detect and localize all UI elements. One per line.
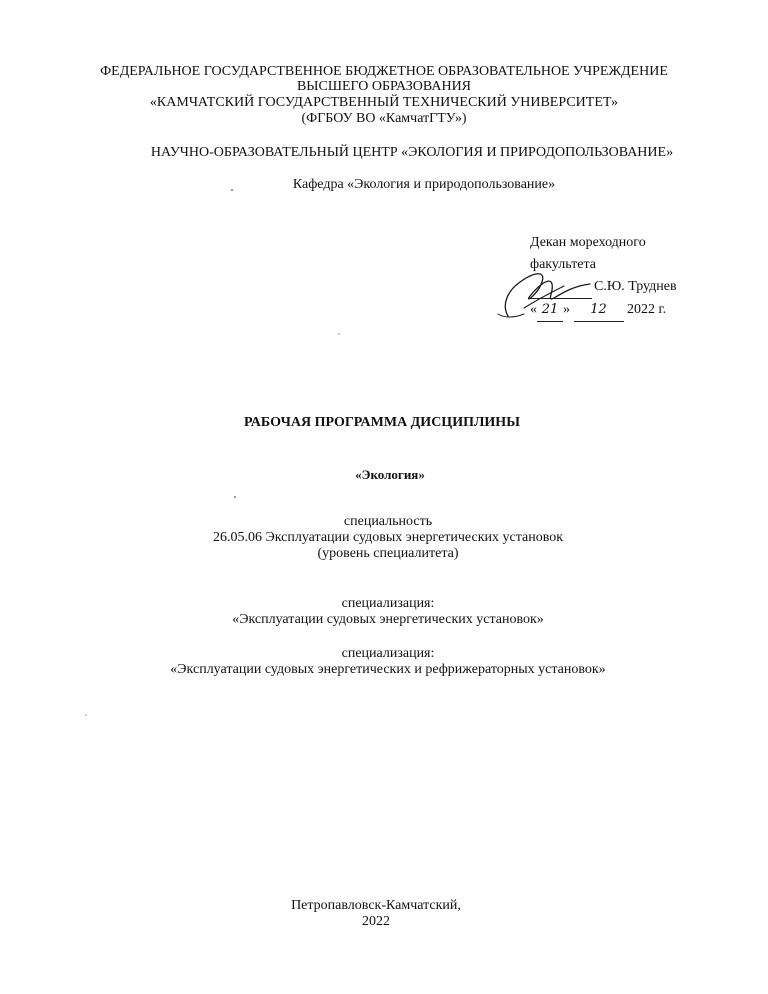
specialty-level: (уровень специалитета) [317, 546, 459, 561]
department-name: Кафедра «Экология и природопользование» [292, 177, 556, 192]
specialization-1-name: «Эксплуатации судовых энергетических установок» [232, 612, 544, 627]
specialty-name: 26.05.06 Эксплуатации судовых энергетических установок [212, 530, 564, 545]
approval-title-line-1: Декан мореходного [530, 235, 646, 250]
header-line-1: ФЕДЕРАЛЬНОЕ ГОСУДАРСТВЕННОЕ БЮДЖЕТНОЕ ОБРАЗОВАТЕЛЬНОЕ УЧРЕЖДЕНИЕ [100, 64, 668, 79]
header-line-3: «КАМЧАТСКИЙ ГОСУДАРСТВЕННЫЙ ТЕХНИЧЕСКИЙ УНИВЕРСИТЕТ» [149, 95, 619, 110]
specialization-1-label: специализация: [341, 596, 435, 611]
center-name: НАУЧНО-ОБРАЗОВАТЕЛЬНЫЙ ЦЕНТР «ЭКОЛОГИЯ И ПРИРОДОПОЛЬЗОВАНИЕ» [150, 145, 674, 160]
date-month: 12 [574, 299, 624, 322]
footer-year: 2022 [362, 914, 390, 929]
footer-city: Петропавловск-Камчатский, [291, 898, 461, 913]
signer-name: С.Ю. Труднев [594, 279, 677, 294]
date-close-quote: » [563, 302, 570, 317]
specialization-2-name: «Эксплуатации судовых энергетических и рефрижераторных установок» [170, 662, 606, 677]
handwritten-signature-icon [494, 262, 604, 322]
date-open-quote: « [530, 302, 537, 317]
specialization-2-label: специализация: [341, 646, 435, 661]
specialty-label: специальность [343, 514, 433, 529]
approval-title-line-2: факультета [530, 257, 596, 272]
discipline-name: «Экология» [355, 467, 425, 482]
header-line-4: (ФГБОУ ВО «КамчатГТУ») [301, 111, 467, 126]
document-title: РАБОЧАЯ ПРОГРАММА ДИСЦИПЛИНЫ [244, 415, 520, 430]
date-day: 21 [537, 299, 563, 322]
date-year: 2022 г. [627, 302, 667, 317]
scan-speck [85, 714, 87, 716]
scan-speck [338, 333, 340, 335]
scan-speck [234, 496, 236, 498]
header-line-2: ВЫСШЕГО ОБРАЗОВАНИЯ [296, 79, 472, 94]
scan-speck [231, 189, 233, 191]
